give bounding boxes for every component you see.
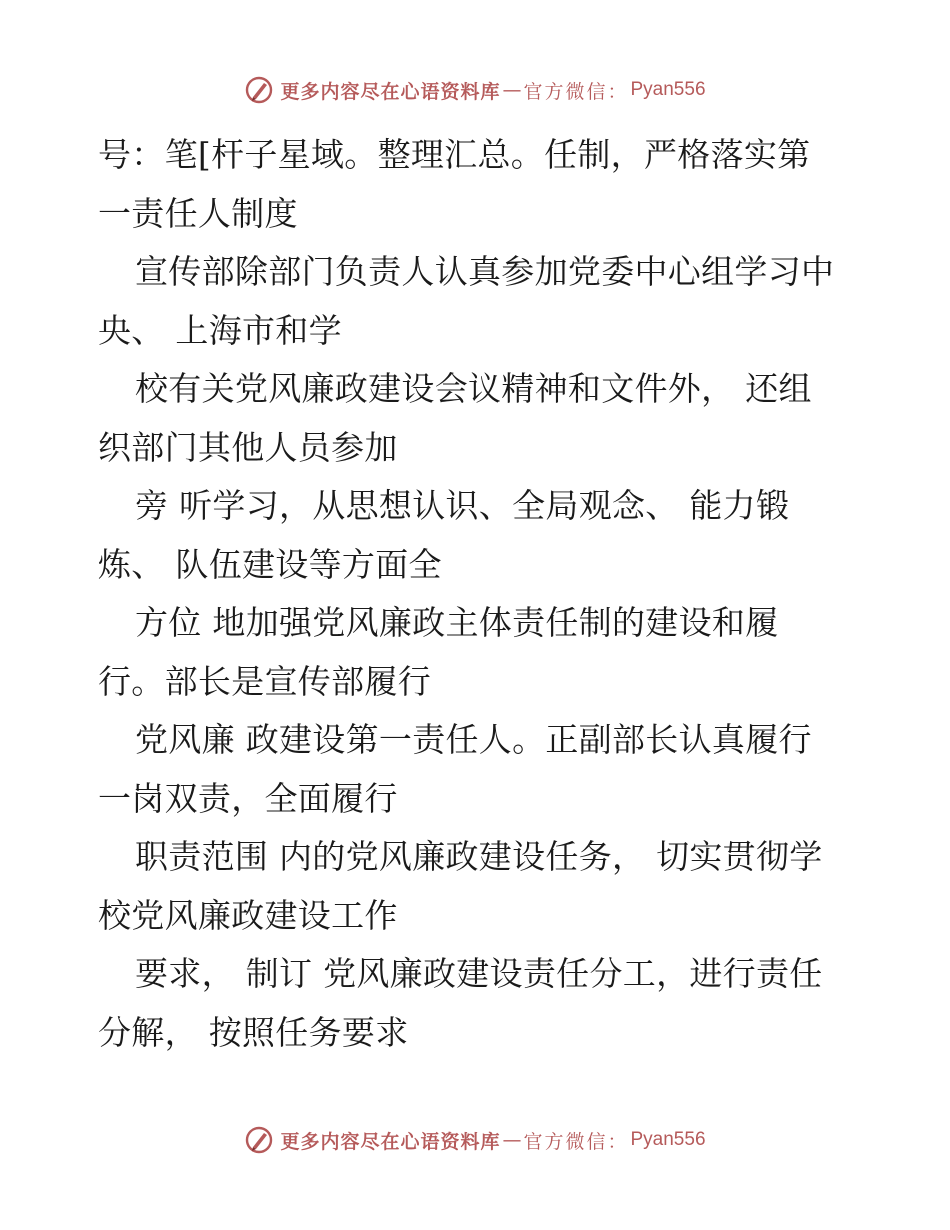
text-line: 宣传部除部门负责人认真参加党委中心组学习中 (135, 252, 835, 291)
banner-official-label: 官方微信： (523, 80, 629, 103)
text-line: 一岗双责，全面履行 (98, 778, 398, 818)
document-body (98, 126, 858, 1062)
text-line: 一责任人制度 (98, 193, 298, 233)
text-line: 分解， 按照任务要求 (98, 1012, 409, 1052)
banner-wechat-id: Pyan556 (630, 1129, 706, 1150)
text-line: 旁 听学习，从思想认识、全局观念、 能力锻 (135, 486, 790, 525)
banner-brand-text: 更多内容尽在心语资料库 (280, 80, 501, 103)
text-line: 职责范围 内的党风廉政建设任务， 切实贯彻学 (135, 837, 823, 876)
text-line: 炼、 队伍建设等方面全 (98, 544, 442, 584)
banner-wechat-id: Pyan556 (630, 79, 706, 100)
text-line: 校党风廉政建设工作 (98, 895, 398, 935)
text-line: 号：笔[杆子星域。整理汇总。任制，严格落实第 (98, 135, 811, 174)
text-line: 党风廉 政建设第一责任人。正副部长认真履行 (135, 720, 812, 759)
pen-seal-icon (244, 1125, 274, 1155)
footer-watermark-banner (0, 1120, 950, 1160)
text-line: 央、 上海市和学 (98, 310, 342, 350)
header-watermark-banner (0, 70, 950, 110)
text-line: 行。部长是宣传部履行 (98, 661, 431, 701)
banner-dash: — (502, 79, 522, 101)
text-line: 方位 地加强党风廉政主体责任制的建设和履 (135, 603, 779, 642)
banner-official-label: 官方微信： (523, 1130, 629, 1153)
pen-seal-icon (244, 75, 274, 105)
text-line: 校有关党风廉政建设会议精神和文件外， 还组 (135, 369, 812, 408)
banner-brand-text: 更多内容尽在心语资料库 (280, 1130, 501, 1153)
banner-dash: — (502, 1129, 522, 1151)
text-line: 要求， 制订 党风廉政建设责任分工，进行责任 (135, 954, 823, 993)
text-line: 织部门其他人员参加 (98, 427, 398, 467)
